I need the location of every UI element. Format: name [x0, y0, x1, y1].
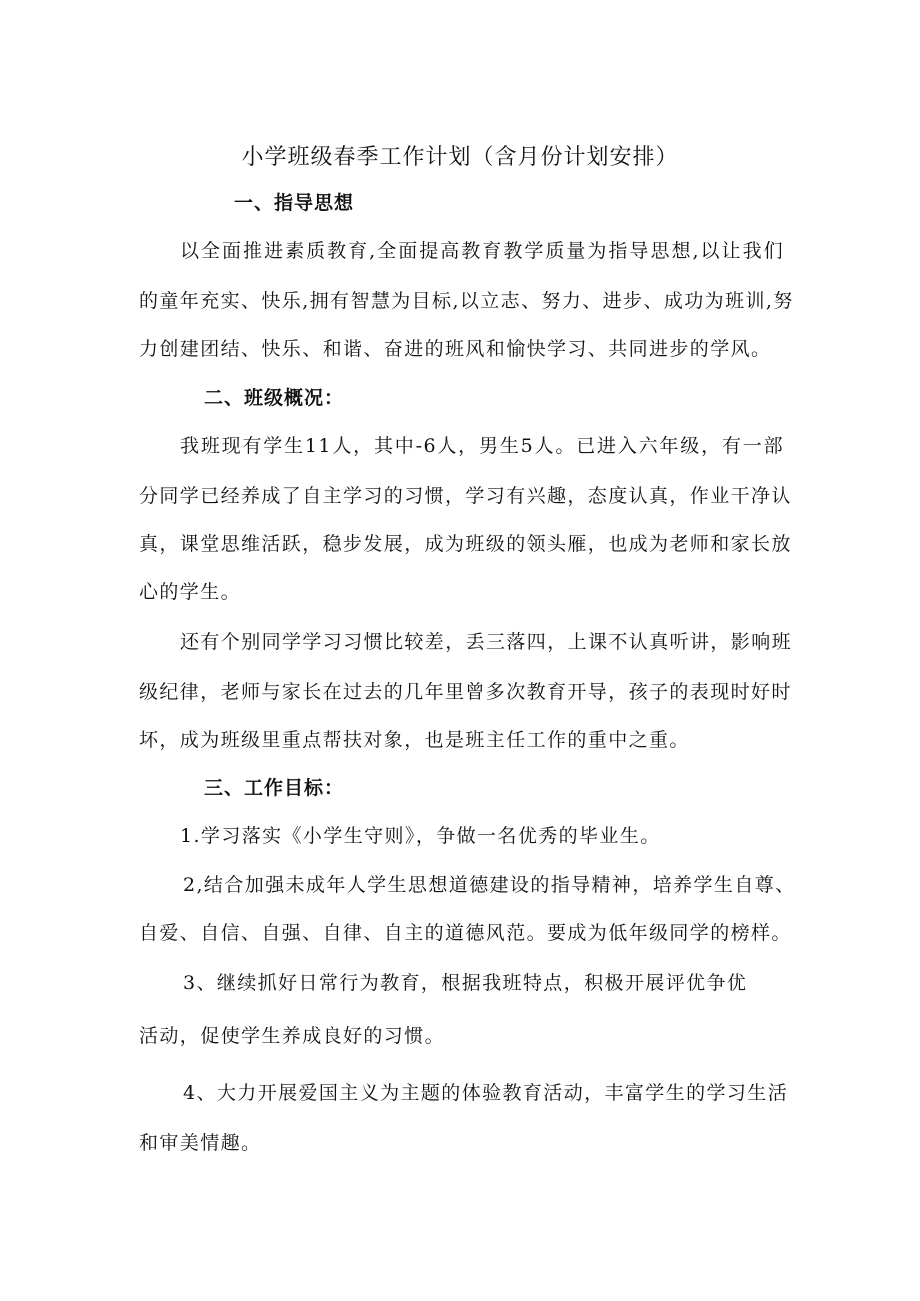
goal-item-1: 1.学习落实《小学生守则》，争做一名优秀的毕业生。 — [180, 825, 661, 847]
paragraph-line: 分同学已经养成了自主学习的习惯，学习有兴趣，态度认真，作业干净认 — [139, 485, 792, 507]
paragraph-line: 坏，成为班级里重点帮扶对象，也是班主任工作的重中之重。 — [139, 729, 690, 751]
paragraph-line: 真，课堂思维活跃，稳步发展，成为班级的领头雁，也成为老师和家长放 — [139, 533, 792, 555]
goal-item-3-cont: 活动，促使学生养成良好的习惯。 — [139, 1025, 446, 1047]
paragraph-line: 还有个别同学学习习惯比较差，丢三落四，上课不认真听讲，影响班 — [180, 631, 793, 653]
paragraph-line: 的童年充实、快乐,拥有智慧为目标,以立志、努力、进步、成功为班训,努 — [139, 290, 794, 312]
paragraph-line: 我班现有学生11人，其中-6人，男生5人。已进入六年级，有一部 — [180, 435, 784, 457]
paragraph-line: 力创建团结、快乐、和谐、奋进的班风和愉快学习、共同进步的学风。 — [139, 338, 772, 360]
goal-item-3: 3、继续抓好日常行为教育，根据我班特点，积极开展评优争优 — [183, 972, 748, 994]
section-heading-guiding-thought: 一、指导思想 — [234, 192, 355, 214]
goal-item-2-cont: 自爱、自信、自强、自律、自主的道德风范。要成为低年级同学的榜样。 — [139, 922, 792, 944]
paragraph-line: 心的学生。 — [139, 581, 242, 603]
goal-item-2: 2,结合加强未成年人学生思想道德建设的指导精神，培养学生自尊、 — [183, 874, 796, 896]
goal-item-4-cont: 和审美情趣。 — [139, 1132, 262, 1154]
paragraph-line: 级纪律，老师与家长在过去的几年里曾多次教育开导，孩子的表现时好时 — [139, 681, 792, 703]
document-title: 小学班级春季工作计划（含月份计划安排） — [241, 145, 679, 170]
section-heading-work-goals: 三、工作目标： — [204, 777, 345, 799]
paragraph-line: 以全面推进素质教育,全面提高教育教学质量为指导思想,以让我们 — [180, 240, 784, 262]
goal-item-4: 4、大力开展爱国主义为主题的体验教育活动，丰富学生的学习生活 — [183, 1082, 789, 1104]
section-heading-class-overview: 二、班级概况： — [204, 387, 345, 409]
